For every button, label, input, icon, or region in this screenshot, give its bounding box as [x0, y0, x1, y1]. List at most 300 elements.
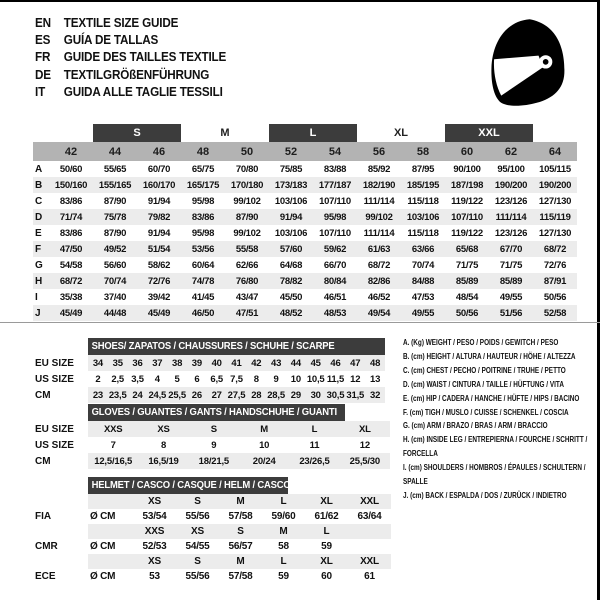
legend-item: F. (cm) TIGH / MUSLO / CUISSE / SCHENKEL / COSCIA	[403, 407, 569, 417]
row-label-eu: EU SIZE	[35, 423, 74, 435]
helmet-size-cell	[348, 524, 391, 539]
legend-item: C. (cm) CHEST / PECHO / POITRINE / TRUHE / PETTO	[403, 365, 566, 375]
size-header-cell: 54	[313, 142, 357, 161]
measure-cell: 35/38	[59, 291, 83, 303]
size-value-cell: 47	[345, 355, 365, 371]
size-value-cell: 31,5	[345, 387, 365, 403]
measure-cell: 48/53	[313, 305, 357, 321]
size-number-row	[33, 142, 577, 161]
measure-cell: 68/72	[533, 241, 577, 257]
measure-cell: 50/56	[543, 291, 567, 303]
size-value-cell: 3,5	[131, 373, 144, 385]
legend-item: D. (cm) WAIST / CINTURA / TAILLE / HÜFTUNG / VITA	[403, 379, 564, 389]
helmet-standard-row	[35, 539, 391, 554]
helmet-size-cell: M	[262, 524, 305, 539]
legend-item: J. (cm) BACK / ESPALDA / DOS / ZURÜCK / INDIETRO	[403, 490, 567, 500]
measure-cell: 56/60	[103, 259, 127, 271]
measure-cell: 46/52	[367, 291, 391, 303]
language-title: TEXTILGRÖßENFÜHRUNG	[63, 66, 210, 82]
shoes-cm-row	[35, 387, 385, 403]
measure-cell: 91/94	[147, 195, 171, 207]
legend-item: E. (cm) HIP / CADERA / HANCHE / HÜFTE / HIPS / BACINO	[403, 393, 580, 403]
helmet-value-cell: 59	[278, 571, 289, 582]
measure-cell: 47/51	[225, 305, 269, 321]
measure-row	[33, 305, 577, 321]
size-group-m: M	[220, 127, 230, 139]
measurement-legend	[403, 336, 599, 503]
helmet-size-label-row	[35, 524, 391, 539]
measure-cell: 49/52	[93, 241, 137, 257]
measure-cell: 87/91	[533, 273, 577, 289]
language-title: GUIDE DES TAILLES TEXTILE	[63, 49, 227, 65]
measure-cell: 99/102	[357, 209, 401, 225]
helmet-value-cell: 61	[364, 571, 375, 582]
standard-name: CMR	[35, 541, 58, 552]
measure-row	[33, 177, 577, 193]
language-row	[35, 66, 226, 83]
measure-cell: 119/122	[451, 195, 483, 207]
measure-cell: 49/54	[357, 305, 401, 321]
measure-cell: 115/118	[407, 195, 439, 207]
size-value-cell: 10,5	[306, 373, 325, 385]
measure-cell: 127/130	[538, 227, 572, 239]
size-value-cell: 26	[187, 387, 207, 403]
measure-cell: 111/114	[363, 195, 395, 207]
helmet-size-cell: XXS	[133, 524, 176, 539]
size-value-cell: 46	[326, 355, 346, 371]
helmet-value-cell: 58	[278, 541, 289, 552]
size-header-cell: 50	[225, 142, 269, 161]
helmet-value-cell: 57/58	[228, 571, 253, 582]
helmet-size-cell: XS	[176, 524, 219, 539]
size-group-s: S	[93, 124, 181, 142]
separator-line	[0, 322, 600, 323]
helmet-size-cell: XXL	[348, 554, 391, 569]
measure-cell: 155/165	[93, 177, 137, 193]
size-value-cell: 2	[95, 373, 101, 385]
measure-cell: 76/80	[225, 273, 269, 289]
size-value-cell: L	[289, 421, 339, 437]
measure-row-label: F	[33, 241, 49, 257]
size-value-cell: 24,5	[147, 387, 167, 403]
size-value-cell: 23	[88, 387, 108, 403]
measure-cell: 105/115	[539, 163, 571, 175]
row-label-cm: CM	[35, 389, 51, 401]
measure-cell: 48/52	[269, 305, 313, 321]
size-value-cell: 6,5	[210, 373, 223, 385]
measure-row-label: H	[33, 273, 49, 289]
measure-cell: 52/58	[533, 305, 577, 321]
measure-cell: 70/80	[235, 163, 259, 175]
diameter-unit-label: Ø CM	[90, 571, 116, 582]
measure-cell: 85/92	[367, 163, 391, 175]
language-row	[35, 31, 226, 48]
helmet-size-cell: M	[219, 494, 262, 509]
helmet-size-cell: S	[176, 494, 219, 509]
size-value-cell: 11,5	[326, 373, 345, 385]
legend-item: B. (cm) HEIGHT / ALTURA / HAUTEUR / HÖHE / ALTEZZA	[403, 351, 576, 361]
size-header-cell: 52	[269, 142, 313, 161]
size-value-cell: 10	[259, 439, 270, 451]
measure-cell: 75/85	[279, 163, 303, 175]
measure-row	[33, 209, 577, 225]
measure-cell: 37/40	[103, 291, 127, 303]
helmet-size-cell: S	[219, 524, 262, 539]
measure-cell: 45/49	[49, 305, 93, 321]
measure-cell: 170/180	[225, 177, 269, 193]
size-value-cell: 10	[290, 373, 301, 385]
measure-cell: 103/106	[401, 209, 445, 225]
language-title-list	[35, 14, 247, 100]
measure-cell: 182/190	[357, 177, 401, 193]
measure-cell: 107/110	[319, 195, 351, 207]
textile-size-table	[33, 124, 577, 321]
top-border	[0, 0, 600, 2]
size-value-cell: 7,5	[230, 373, 243, 385]
measure-cell: 190/200	[489, 177, 533, 193]
size-group-xxl: XXL	[445, 124, 533, 142]
measure-cell: 71/75	[499, 259, 523, 271]
helmet-standard-row	[35, 569, 391, 584]
legend-item: G. (cm) ARM / BRAZO / BRAS / ARM / BRACCIO	[403, 421, 548, 431]
helmet-size-section	[35, 477, 391, 584]
size-value-cell: 41	[227, 355, 247, 371]
measure-cell: 55/65	[103, 163, 127, 175]
helmet-size-label-row	[35, 494, 391, 509]
size-value-cell: 7	[110, 439, 116, 451]
size-value-cell: M	[239, 421, 289, 437]
size-value-cell: 8	[253, 373, 259, 385]
size-header-cell: 58	[401, 142, 445, 161]
measure-cell: 58/62	[147, 259, 171, 271]
size-header-cell: 48	[181, 142, 225, 161]
size-value-cell: 24	[128, 387, 148, 403]
measure-cell: 59/62	[313, 241, 357, 257]
helmet-size-cell: L	[305, 524, 348, 539]
measure-cell: 79/82	[137, 209, 181, 225]
language-code: ES	[35, 32, 51, 48]
measure-row	[33, 289, 577, 305]
helmet-value-cell: 61/62	[314, 511, 339, 522]
shoes-title: SHOES/ ZAPATOS / CHAUSSURES / SCHUHE / SCARPE	[91, 340, 335, 352]
measure-cell: 107/110	[445, 209, 489, 225]
measure-cell: 87/90	[103, 227, 127, 239]
size-value-cell: 25,5	[167, 387, 187, 403]
language-title: TEXTILE SIZE GUIDE	[63, 15, 179, 30]
size-value-cell: 16,5/19	[138, 453, 188, 469]
helmet-table	[35, 477, 391, 584]
size-value-cell: 28	[246, 387, 266, 403]
language-row	[35, 14, 226, 31]
measure-cell: 46/50	[181, 305, 225, 321]
shoes-title-bar	[88, 338, 385, 355]
helmet-size-cell: M	[219, 554, 262, 569]
measure-row	[33, 225, 577, 241]
measure-cell: 47/50	[49, 241, 93, 257]
measure-cell: 71/74	[49, 209, 93, 225]
measure-cell: 111/114	[489, 209, 533, 225]
measure-cell: 70/74	[93, 273, 137, 289]
measure-row-label: D	[33, 209, 49, 225]
helmet-standard-row	[35, 509, 391, 524]
measure-cell: 95/100	[497, 163, 525, 175]
measure-cell: 45/49	[137, 305, 181, 321]
size-value-cell: 4	[154, 373, 160, 385]
size-value-cell: 48	[365, 355, 385, 371]
measure-cell: 80/84	[313, 273, 357, 289]
size-value-cell: 28,5	[266, 387, 286, 403]
measure-cell: 91/94	[269, 209, 313, 225]
measure-cell: 123/126	[494, 227, 528, 239]
measure-row	[33, 193, 577, 209]
gloves-size-section	[35, 404, 390, 469]
measure-cell: 63/66	[401, 241, 445, 257]
measure-cell: 51/54	[137, 241, 181, 257]
measure-cell: 83/86	[181, 209, 225, 225]
language-row	[35, 48, 226, 65]
helmet-size-cell: L	[262, 494, 305, 509]
helmet-size-cell: XL	[305, 494, 348, 509]
measure-cell: 173/183	[269, 177, 313, 193]
measure-cell: 72/76	[137, 273, 181, 289]
gloves-cm-row	[35, 453, 390, 469]
size-value-cell: 30	[306, 387, 326, 403]
helmet-value-cell: 63/64	[357, 511, 382, 522]
row-label-eu: EU SIZE	[35, 357, 74, 369]
measure-row-label: C	[35, 195, 43, 207]
gloves-table	[35, 404, 390, 469]
shoes-size-section	[35, 338, 385, 403]
measure-cell: 84/88	[401, 273, 445, 289]
size-value-cell: 45	[306, 355, 326, 371]
measure-cell: 83/86	[59, 227, 83, 239]
helmet-size-cell: XXL	[348, 494, 391, 509]
measure-row-label: G	[35, 259, 43, 271]
measure-cell: 66/70	[323, 259, 347, 271]
measure-cell: 165/175	[181, 177, 225, 193]
measure-cell: 95/98	[191, 227, 215, 239]
size-value-cell: 37	[147, 355, 167, 371]
helmet-value-cell: 55/56	[185, 511, 210, 522]
size-value-cell: 12,5/16,5	[88, 453, 138, 469]
gloves-us-row	[35, 437, 390, 453]
measure-cell: 78/82	[269, 273, 313, 289]
size-value-cell: 6	[194, 373, 200, 385]
size-value-cell: 5	[174, 373, 180, 385]
measure-cell: 111/114	[363, 227, 395, 239]
language-code: FR	[35, 49, 51, 65]
diameter-unit-label: Ø CM	[90, 511, 116, 522]
gloves-title-bar	[88, 404, 345, 421]
size-value-cell: 34	[88, 355, 108, 371]
size-value-cell: 20/24	[239, 453, 289, 469]
measure-cell: 95/98	[191, 195, 215, 207]
standard-name: ECE	[35, 571, 56, 582]
measure-cell: 61/63	[357, 241, 401, 257]
measure-cell: 51/56	[489, 305, 533, 321]
helmet-size-cell: XS	[133, 494, 176, 509]
language-row	[35, 83, 226, 100]
measure-cell: 187/198	[445, 177, 489, 193]
measure-cell: 119/122	[451, 227, 483, 239]
language-code: DE	[35, 66, 51, 82]
size-header-cell: 46	[137, 142, 181, 161]
size-value-cell: 42	[246, 355, 266, 371]
shoes-us-row	[35, 371, 385, 387]
size-value-cell: 36	[128, 355, 148, 371]
measure-row	[33, 161, 577, 177]
helmet-value-cell: 59/60	[271, 511, 296, 522]
measure-cell: 65/68	[445, 241, 489, 257]
measure-cell: 49/55	[499, 291, 523, 303]
row-label-us: US SIZE	[35, 439, 74, 451]
row-label-us: US SIZE	[35, 373, 74, 385]
legend-item: H. (cm) INSIDE LEG / ENTREPIERNA / FOURCHE / SCHRITT / FORCELLA	[403, 435, 588, 459]
size-value-cell: XS	[138, 421, 188, 437]
measure-cell: 49/55	[401, 305, 445, 321]
measure-cell: 123/126	[494, 195, 528, 207]
measure-cell: 53/56	[181, 241, 225, 257]
measure-cell: 48/54	[455, 291, 479, 303]
size-value-cell: 43	[266, 355, 286, 371]
measure-row-label: B	[33, 177, 49, 193]
measure-cell: 62/66	[235, 259, 259, 271]
gloves-eu-row	[35, 421, 390, 437]
measure-cell: 70/74	[411, 259, 435, 271]
size-header-cell: 44	[93, 142, 137, 161]
size-value-cell: XL	[340, 421, 390, 437]
measure-row	[33, 241, 577, 257]
measure-cell: 47/53	[411, 291, 435, 303]
measure-cell: 54/58	[59, 259, 83, 271]
measure-row-label: I	[35, 291, 38, 303]
measure-cell: 85/89	[445, 273, 489, 289]
size-value-cell: 44	[286, 355, 306, 371]
helmet-value-cell: 55/56	[185, 571, 210, 582]
row-label-cm: CM	[35, 455, 51, 467]
measure-cell: 60/64	[191, 259, 215, 271]
size-value-cell: XXS	[88, 421, 138, 437]
size-value-cell: 13	[369, 373, 381, 385]
measure-cell: 87/95	[411, 163, 435, 175]
size-value-cell: 18/21,5	[189, 453, 239, 469]
measure-cell: 107/110	[319, 227, 351, 239]
size-value-cell: 9	[273, 373, 279, 385]
measure-cell: 150/160	[49, 177, 93, 193]
size-group-l: L	[269, 124, 357, 142]
size-value-cell: 29	[286, 387, 306, 403]
size-value-cell: 11	[309, 439, 320, 451]
diameter-unit-label: Ø CM	[90, 541, 116, 552]
measure-cell: 55/58	[225, 241, 269, 257]
size-value-cell: 2,5	[111, 373, 124, 385]
helmet-icon	[487, 16, 567, 106]
measure-row-label: J	[33, 305, 49, 321]
helmet-value-cell: 60	[321, 571, 332, 582]
gloves-title: GLOVES / GUANTES / GANTS / HANDSCHUHE / GUANTI	[91, 406, 337, 418]
size-value-cell: 12	[350, 373, 361, 385]
measure-cell: 72/76	[543, 259, 567, 271]
language-code: IT	[35, 83, 46, 99]
measure-cell: 99/102	[233, 195, 261, 207]
helmet-value-cell: 57/58	[228, 511, 253, 522]
size-value-cell: 38	[167, 355, 187, 371]
measure-cell: 82/86	[357, 273, 401, 289]
measure-cell: 85/89	[489, 273, 533, 289]
measure-cell: 90/100	[453, 163, 481, 175]
size-header-cell: 60	[445, 142, 489, 161]
measure-cell: 39/42	[147, 291, 171, 303]
size-value-cell: 9	[211, 439, 217, 451]
size-value-cell: 23,5	[108, 387, 128, 403]
measure-cell: 68/72	[367, 259, 391, 271]
measure-cell: 91/94	[147, 227, 171, 239]
size-value-cell: 40	[207, 355, 227, 371]
size-value-cell: 8	[160, 439, 167, 451]
size-group-xl: XL	[393, 127, 409, 139]
measure-cell: 43/47	[235, 291, 259, 303]
helmet-size-cell: S	[176, 554, 219, 569]
measure-cell: 71/75	[455, 259, 479, 271]
measure-cell: 87/90	[103, 195, 127, 207]
measure-cell: 65/75	[191, 163, 215, 175]
size-value-cell: 39	[187, 355, 207, 371]
measure-row	[33, 273, 577, 289]
measure-cell: 95/98	[313, 209, 357, 225]
size-value-cell: 35	[108, 355, 128, 371]
helmet-value-cell: 54/55	[185, 541, 210, 552]
helmet-title: HELMET / CASCO / CASQUE / HELM / CASCO	[91, 479, 291, 491]
measure-cell: 115/118	[407, 227, 439, 239]
measure-cell: 50/56	[445, 305, 489, 321]
size-value-cell: 25,5/30	[340, 453, 390, 469]
measure-row	[33, 257, 577, 273]
size-value-cell: 32	[365, 387, 385, 403]
measure-cell: 50/60	[59, 163, 83, 175]
measure-cell: 75/78	[93, 209, 137, 225]
measure-cell: 41/45	[191, 291, 215, 303]
size-header-cell: 62	[489, 142, 533, 161]
size-header-cell: 56	[357, 142, 401, 161]
measure-cell: 68/72	[49, 273, 93, 289]
shoes-eu-row	[35, 355, 385, 371]
helmet-size-cell: L	[262, 554, 305, 569]
measure-cell: 57/60	[269, 241, 313, 257]
helmet-title-bar	[88, 477, 291, 494]
helmet-size-cell: XL	[305, 554, 348, 569]
helmet-value-cell: 52/53	[142, 541, 167, 552]
measure-row-label: E	[35, 227, 42, 239]
helmet-value-cell: 53	[149, 571, 160, 582]
measure-cell: 185/195	[401, 177, 445, 193]
measure-cell: 83/86	[59, 195, 83, 207]
measure-cell: 177/187	[313, 177, 357, 193]
measure-cell: 45/50	[279, 291, 303, 303]
measure-cell: 115/119	[533, 209, 577, 225]
size-value-cell: 30,5	[326, 387, 346, 403]
legend-item: A. (Kg) WEIGHT / PESO / POIDS / GEWITCH / PESO	[403, 338, 559, 347]
helmet-value-cell: 56/57	[228, 541, 253, 552]
standard-name: FIA	[35, 511, 52, 522]
measure-cell: 87/90	[225, 209, 269, 225]
size-value-cell: 27	[207, 387, 227, 403]
language-title: GUÍA DE TALLAS	[63, 32, 159, 48]
size-header-cell: 64	[533, 142, 577, 161]
language-title: GUIDA ALLE TAGLIE TESSILI	[63, 83, 223, 99]
measure-cell: 60/70	[147, 163, 171, 175]
size-value-cell: 23/26,5	[289, 453, 339, 469]
measure-cell: 160/170	[137, 177, 181, 193]
